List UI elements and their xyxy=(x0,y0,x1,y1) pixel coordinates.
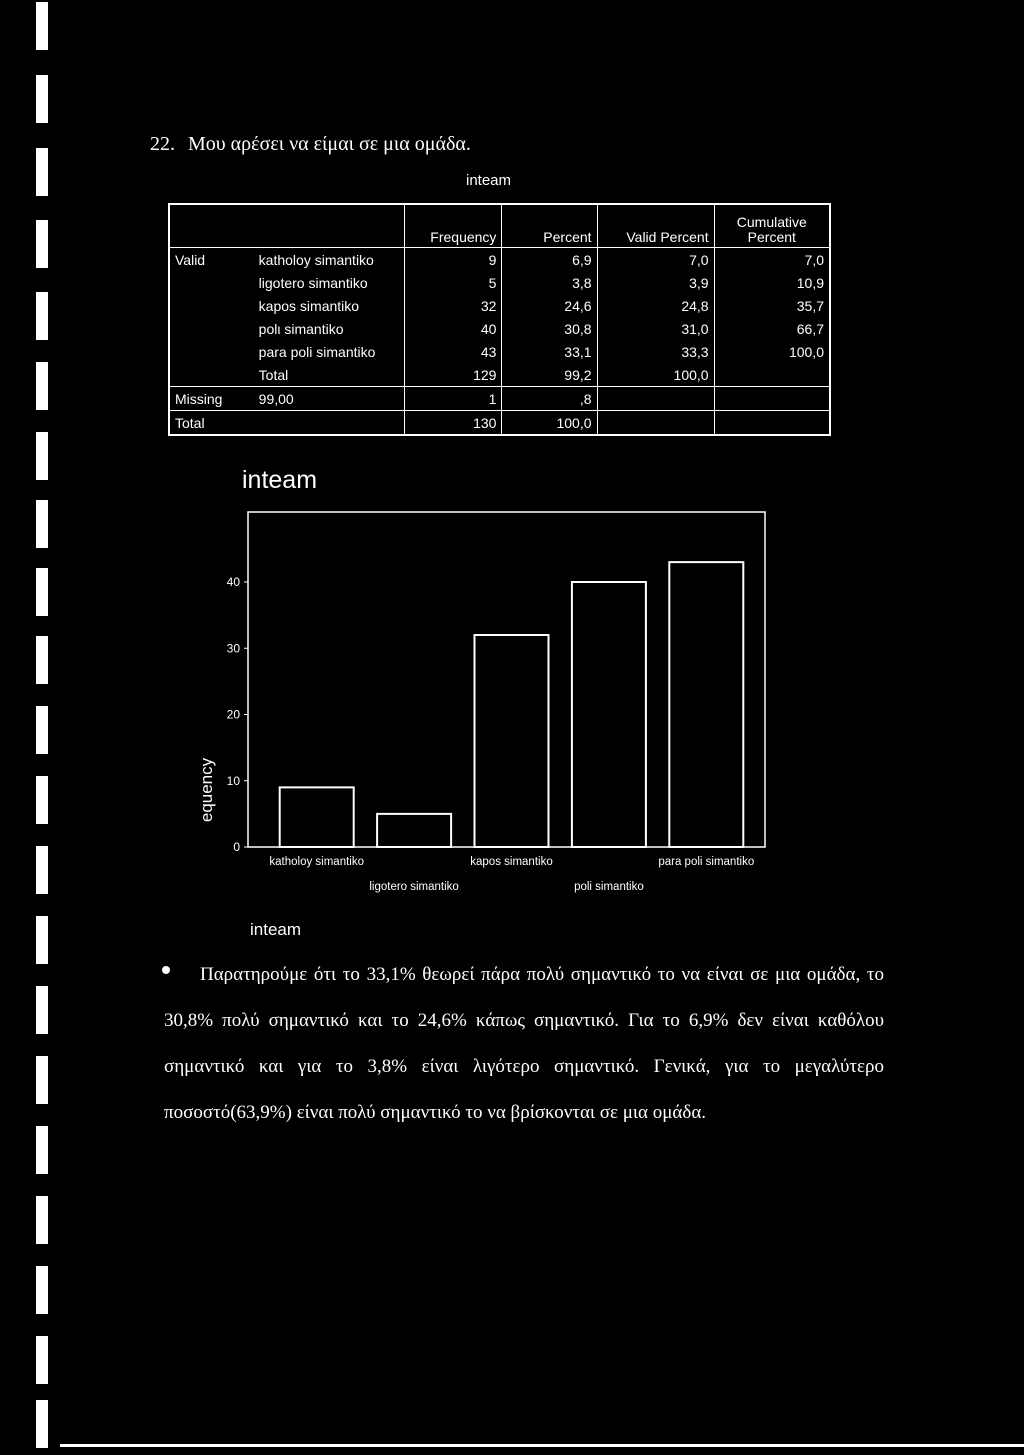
registration-mark xyxy=(36,1336,48,1384)
cell-percent: 100,0 xyxy=(502,411,597,436)
cell-valid-percent: 100,0 xyxy=(597,363,714,387)
row-label: polι simantiko xyxy=(258,320,344,337)
registration-mark xyxy=(36,500,48,548)
registration-mark xyxy=(36,1056,48,1104)
row-label: Total xyxy=(258,366,289,383)
cell-cumulative-percent xyxy=(714,387,830,411)
x-tick-label: ligotero simantiko xyxy=(369,881,459,893)
x-tick-label: para poli simantiko xyxy=(658,856,755,868)
cell-valid-percent: 7,0 xyxy=(597,248,714,272)
registration-mark xyxy=(36,568,48,616)
cell-percent: 6,9 xyxy=(502,248,597,272)
row-label: 99,00 xyxy=(254,387,405,411)
cell-frequency: 5 xyxy=(404,271,502,294)
cell-percent: 3,8 xyxy=(502,271,597,294)
column-header-cumulative-percent: Cumulative Percent xyxy=(714,204,830,248)
cell-percent: ,8 xyxy=(502,387,597,411)
question-number: 22. xyxy=(150,133,175,155)
row-group xyxy=(169,294,254,317)
row-label xyxy=(254,411,405,436)
x-tick-label: kapos simantiko xyxy=(470,856,553,868)
cell-percent: 33,1 xyxy=(502,340,597,363)
cell-valid-percent xyxy=(597,411,714,436)
y-axis-label: equency xyxy=(197,757,216,823)
question-heading xyxy=(150,133,471,156)
bar xyxy=(572,582,646,847)
registration-mark xyxy=(36,706,48,754)
registration-mark xyxy=(36,1400,48,1448)
registration-mark xyxy=(36,2,48,50)
registration-mark xyxy=(36,916,48,964)
registration-mark xyxy=(36,362,48,410)
cell-cumulative-percent xyxy=(714,363,830,387)
row-label: katholoy simantiko xyxy=(258,251,374,268)
y-tick-label: 40 xyxy=(226,575,240,589)
commentary-paragraph: Παρατηρούμε ότι το 33,1% θεωρεί πάρα πολύ σημαντικό το να είναι σε μια ομάδα, το 30,8% πολύ σημαντικό και το 24,6% κάπως σημαντικό. Για το 6,9% δεν είναι καθόλου σημαντικό και για το 3,8% είναι λιγότερο σημαντικό. Γενικά, για το μεγαλύτερο ποσοστό(63,9%) είναι πολύ σημαντικό το να βρίσκονται σε μια ομάδα. xyxy=(164,964,884,1123)
commentary xyxy=(162,952,884,1136)
column-header-valid-percent: Valid Percent xyxy=(597,204,714,248)
bar-chart xyxy=(160,500,780,910)
cell-frequency: 43 xyxy=(404,340,502,363)
table-caption: inteam xyxy=(466,172,512,189)
cell-valid-percent: 3,9 xyxy=(597,271,714,294)
cell-percent: 99,2 xyxy=(502,363,597,387)
cell-cumulative-percent: 66,7 xyxy=(714,317,830,340)
cell-percent: 30,8 xyxy=(502,317,597,340)
bar xyxy=(669,562,743,847)
registration-mark xyxy=(36,432,48,480)
row-group xyxy=(169,317,254,340)
cell-valid-percent: 24,8 xyxy=(597,294,714,317)
header-group-cell xyxy=(169,204,254,248)
cell-frequency: 129 xyxy=(404,363,502,387)
registration-mark xyxy=(36,636,48,684)
table-row xyxy=(169,363,830,387)
cell-percent: 24,6 xyxy=(502,294,597,317)
row-group xyxy=(169,363,254,387)
y-tick-label: 30 xyxy=(226,641,240,656)
column-header-percent: Percent xyxy=(502,204,597,248)
cell-frequency: 130 xyxy=(404,411,502,436)
registration-mark xyxy=(36,776,48,824)
cell-valid-percent xyxy=(597,387,714,411)
row-group xyxy=(169,340,254,363)
row-group: Total xyxy=(169,411,254,436)
row-group: Missing xyxy=(169,387,254,411)
registration-mark xyxy=(36,846,48,894)
registration-mark xyxy=(36,1196,48,1244)
table-row xyxy=(169,294,830,317)
bottom-rule xyxy=(60,1444,1024,1447)
registration-mark xyxy=(36,220,48,268)
chart-title: inteam xyxy=(242,466,318,494)
cell-cumulative-percent: 35,7 xyxy=(714,294,830,317)
cell-frequency: 1 xyxy=(404,387,502,411)
table-row xyxy=(169,317,830,340)
y-tick-label: 0 xyxy=(233,840,240,854)
row-group xyxy=(169,271,254,294)
cell-valid-percent: 33,3 xyxy=(597,340,714,363)
cell-cumulative-percent: 10,9 xyxy=(714,271,830,294)
cell-frequency: 32 xyxy=(404,294,502,317)
header-label-cell xyxy=(254,204,405,248)
registration-mark xyxy=(36,75,48,123)
table-row xyxy=(169,271,830,294)
row-group: Valid xyxy=(169,248,254,272)
x-tick-label: katholoy simantiko xyxy=(269,856,365,868)
registration-mark xyxy=(36,292,48,340)
cell-frequency: 9 xyxy=(404,248,502,272)
cell-frequency: 40 xyxy=(404,317,502,340)
bar xyxy=(475,635,549,847)
registration-mark xyxy=(36,148,48,196)
x-axis-caption: inteam xyxy=(250,920,302,939)
bar xyxy=(377,814,451,847)
row-label: para poli simantiko xyxy=(258,343,376,360)
column-header-frequency: Frequency xyxy=(404,204,502,248)
x-tick-label: poli simantiko xyxy=(574,881,644,893)
row-label: kapos simantiko xyxy=(258,297,360,314)
table-row xyxy=(169,340,830,363)
cell-valid-percent: 31,0 xyxy=(597,317,714,340)
registration-mark xyxy=(36,986,48,1034)
y-tick-label: 10 xyxy=(226,773,240,788)
table-row xyxy=(169,387,830,411)
bar xyxy=(280,787,354,847)
table-row xyxy=(169,411,830,436)
table-header-row xyxy=(169,204,830,248)
table-row xyxy=(169,248,830,272)
y-tick-label: 20 xyxy=(226,707,240,722)
cell-cumulative-percent xyxy=(714,411,830,436)
frequency-table xyxy=(168,203,831,436)
cell-cumulative-percent: 7,0 xyxy=(714,248,830,272)
row-label: ligotero simantiko xyxy=(258,274,368,291)
cell-cumulative-percent: 100,0 xyxy=(714,340,830,363)
registration-mark xyxy=(36,1266,48,1314)
registration-mark xyxy=(36,1126,48,1174)
question-text: Μου αρέσει να είμαι σε μια ομάδα. xyxy=(188,133,471,155)
